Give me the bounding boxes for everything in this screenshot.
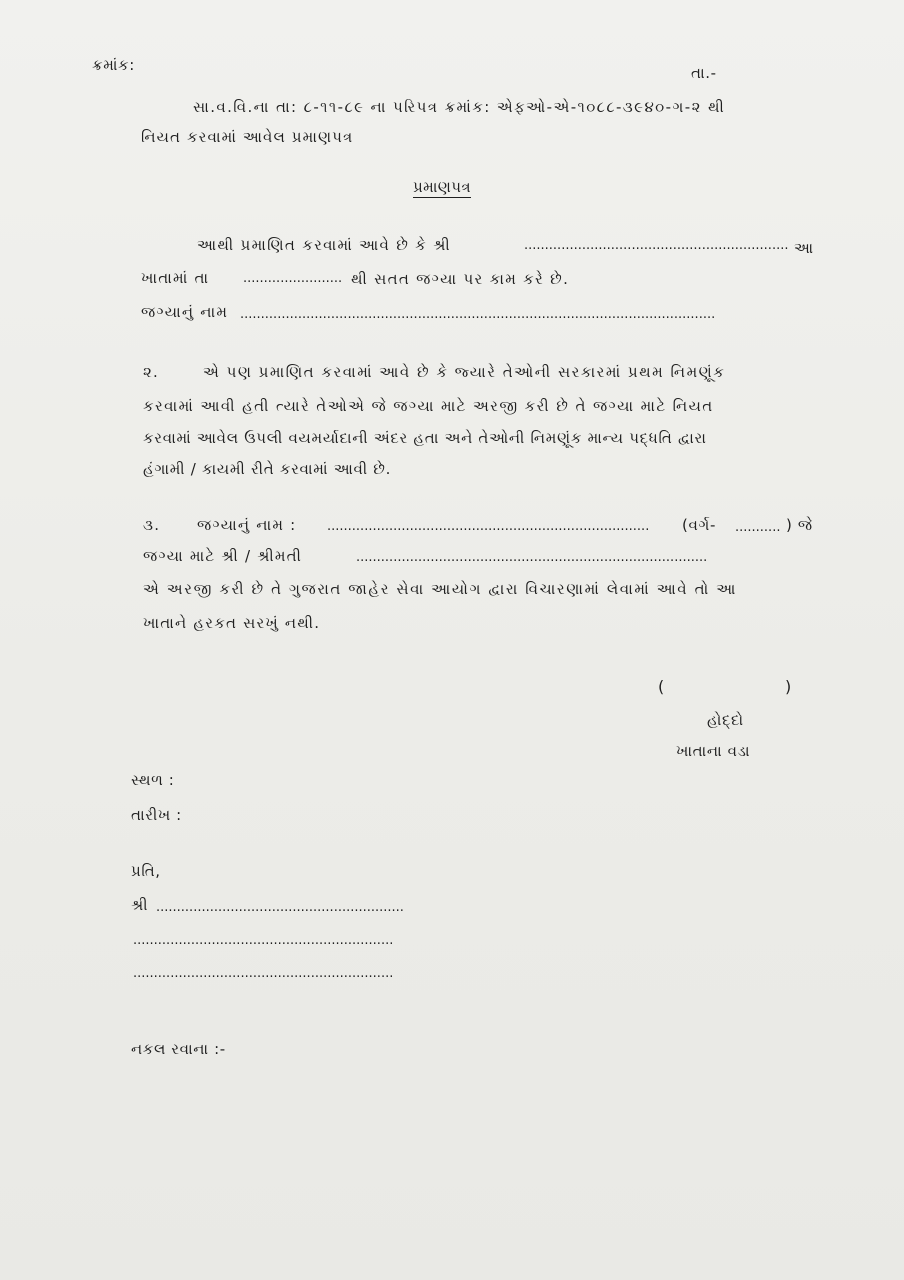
signature-open-paren: (	[658, 677, 665, 696]
section2-line-3: કરવામાં આવેલ ઉપલી વયમર્યાદાની અંદર હતા અને તેઓની નિમણૂંક માન્ય પદ્ધતિ દ્વારા	[143, 429, 707, 447]
date-label: તા.-	[691, 64, 717, 82]
to-dots-line-2: ...............................................................	[133, 933, 394, 948]
to-dots-line-1: ............................................................	[156, 900, 404, 915]
section1-line2-prefix: ખાતામાં તા	[141, 269, 210, 287]
date-field-label: તારીખ :	[131, 806, 182, 824]
section3-line1-prefix: જગ્યાનું નામ :	[197, 516, 297, 534]
to-dots-line-3: ...............................................................	[133, 966, 394, 981]
section2-line-2: કરવામાં આવી હતી ત્યારે તેઓએ જે જગ્યા માટે અરજી કરી છે તે જગ્યા માટે નિયત	[143, 397, 714, 415]
certificate-title: પ્રમાણપત્ર	[413, 178, 472, 196]
reference-line-1: સા.વ.વિ.ના તા: ૮-૧૧-૮૯ ના પરિપત્ર ક્રમાંક: એફઓ-એ-૧૦૮૮-૩૯૪૦-ગ-૨ થી	[193, 98, 726, 116]
reference-line-2: નિયત કરવામાં આવેલ પ્રમાણપત્ર	[141, 128, 354, 146]
section3-line2-dots: .....................................................................................	[356, 550, 708, 565]
copy-forwarded-label: નકલ રવાના :-	[131, 1040, 226, 1058]
section1-line2-dots: ........................	[243, 271, 343, 286]
section3-line2-prefix: જગ્યા માટે શ્રી / શ્રીમતી	[143, 547, 303, 565]
krmank-label: ક્રમાંક:	[92, 56, 135, 74]
section3-line-3: એ અરજી કરી છે તે ગુજરાત જાહેર સેવા આયોગ દ્વારા વિચારણામાં લેવામાં આવે તો આ	[143, 580, 737, 598]
section3-number: ૩.	[143, 516, 161, 534]
section2-number: ૨.	[143, 363, 159, 381]
section1-line1-dots: ................................................................	[524, 238, 789, 253]
to-shri-prefix: શ્રી	[131, 896, 149, 914]
section3-line1-dots: ..............................................................................	[327, 519, 650, 534]
section1-line1-prefix: આથી પ્રમાણિત કરવામાં આવે છે કે શ્રી	[197, 236, 451, 254]
section1-line3-dots: ...................................................................................................................	[240, 307, 716, 322]
signature-close-paren: )	[785, 677, 792, 696]
section1-line2-suffix: થી સતત જગ્યા પર કામ કરે છે.	[351, 270, 570, 288]
section3-varg-label: (વર્ગ-	[682, 516, 716, 534]
section3-line-4: ખાતાને હરકત સરખું નથી.	[143, 614, 321, 632]
section3-varg-dots: ...........	[735, 520, 781, 535]
place-label: સ્થળ :	[131, 771, 175, 789]
section1-line3-prefix: જગ્યાનું નામ	[141, 303, 229, 321]
signature-department-head: ખાતાના વડા	[676, 742, 751, 760]
section1-line1-suffix: આ	[794, 239, 814, 257]
section2-line-1: એ પણ પ્રમાણિત કરવામાં આવે છે કે જ્યારે તેઓની સરકારમાં પ્રથમ નિમણૂંક	[203, 363, 726, 381]
section2-line-4: હંગામી / કાયમી રીતે કરવામાં આવી છે.	[143, 460, 392, 478]
to-label: પ્રતિ,	[131, 862, 161, 880]
signature-designation: હોદ્દો	[707, 711, 744, 729]
section3-line1-suffix: ) જે	[786, 516, 813, 534]
